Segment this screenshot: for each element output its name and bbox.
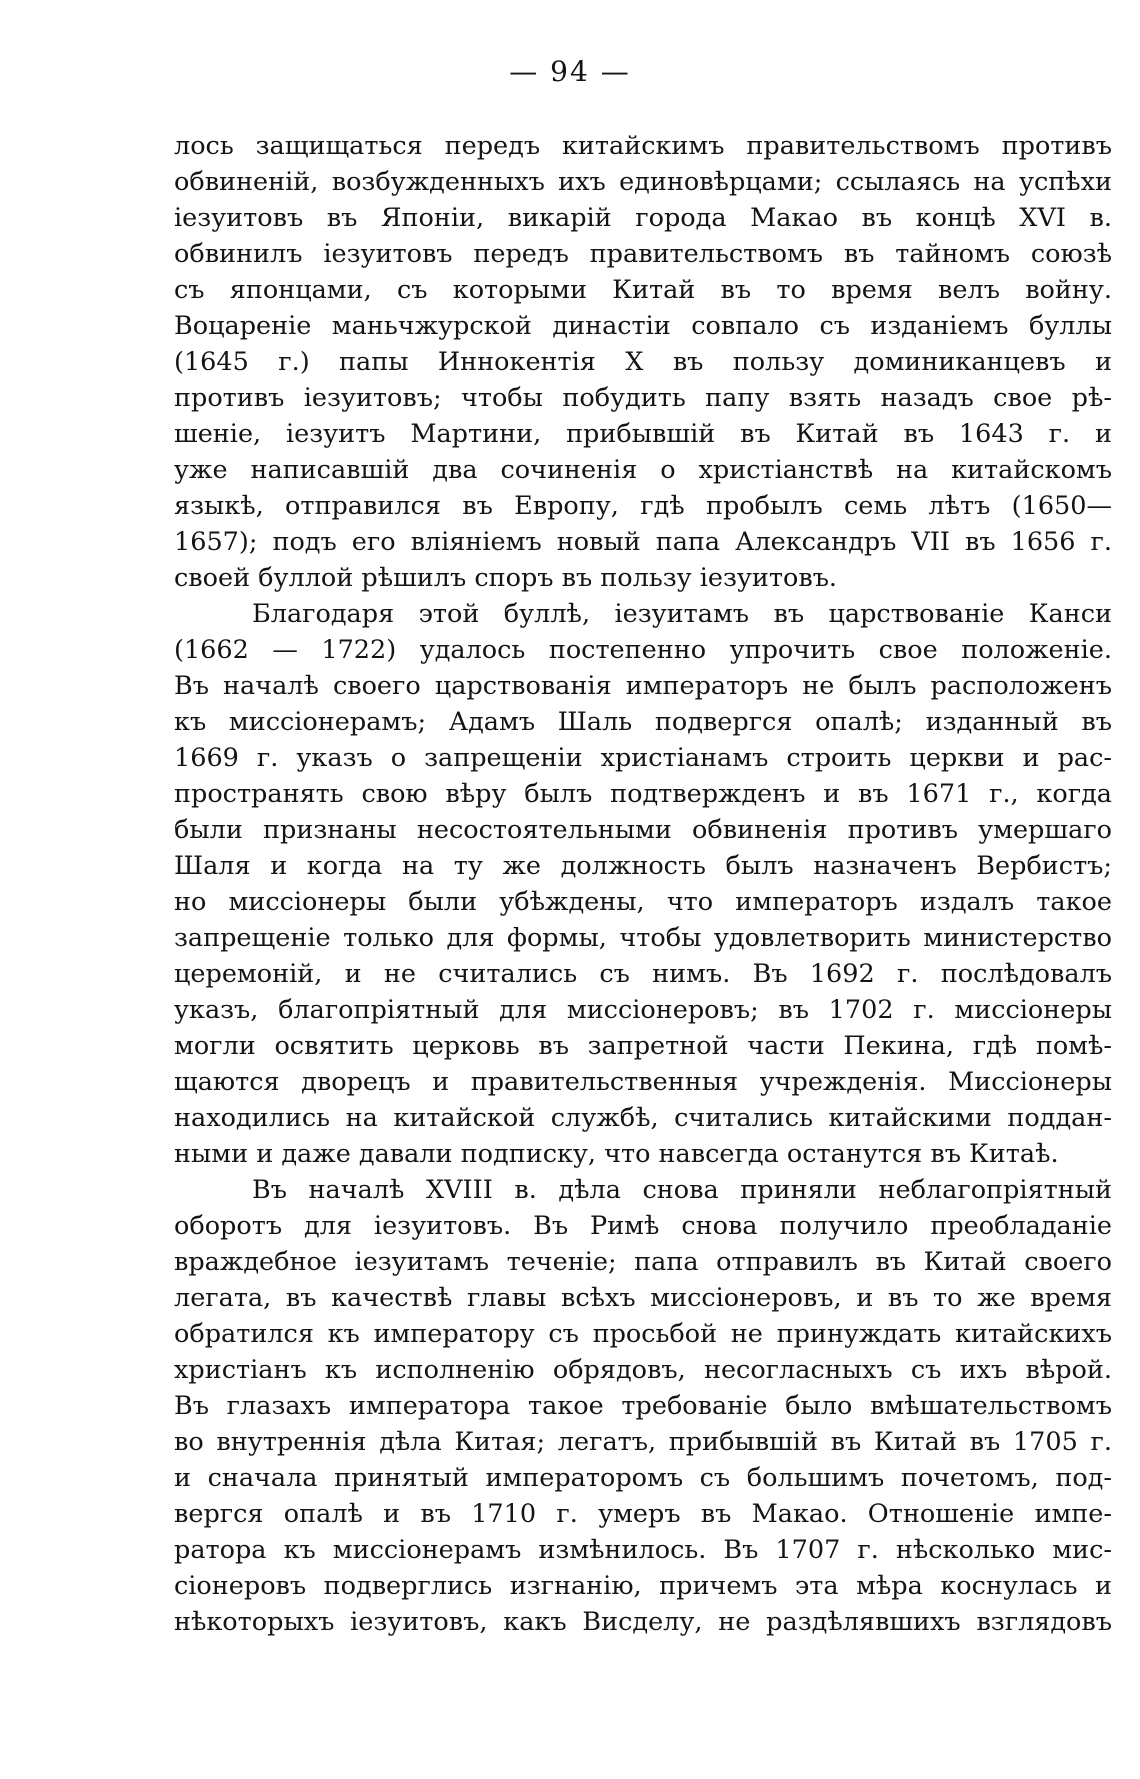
text-line: Благодаря этой буллѣ, іезуитамъ въ царствованіе Канси bbox=[252, 599, 1112, 629]
page-number: — 94 — bbox=[509, 55, 631, 88]
text-line: пространять свою вѣру былъ подтвержденъ и въ 1671 г., когда bbox=[174, 779, 1112, 809]
text-line: своей буллой рѣшилъ споръ въ пользу іезуитовъ. bbox=[174, 563, 838, 593]
text-line: къ миссіонерамъ; Адамъ Шаль подвергся опалѣ; изданный въ bbox=[174, 707, 1112, 737]
paragraph-2 bbox=[174, 596, 1112, 1172]
text-line: съ японцами, съ которыми Китай въ то время велъ войну. bbox=[174, 275, 1112, 305]
text-line: но миссіонеры были убѣждены, что императоръ издалъ такое bbox=[174, 887, 1112, 917]
body-text bbox=[174, 128, 1112, 1640]
text-line: были признаны несостоятельными обвиненія противъ умершаго bbox=[174, 815, 1112, 845]
paragraph-1 bbox=[174, 128, 1112, 596]
text-line: ратора къ миссіонерамъ измѣнилось. Въ 1707 г. нѣсколько мис- bbox=[174, 1535, 1112, 1565]
text-line: оборотъ для іезуитовъ. Въ Римѣ снова получило преобладаніе bbox=[174, 1211, 1112, 1241]
text-line: 1657); подъ его вліяніемъ новый папа Александръ VII въ 1656 г. bbox=[174, 527, 1112, 557]
text-line: Въ началѣ XVIII в. дѣла снова приняли неблагопріятный bbox=[252, 1175, 1112, 1205]
text-line: противъ іезуитовъ; чтобы побудить папу взять назадъ свое рѣ- bbox=[174, 383, 1112, 413]
text-line: находились на китайской службѣ, считались китайскими поддан- bbox=[174, 1103, 1112, 1133]
text-line: указъ, благопріятный для миссіонеровъ; въ 1702 г. миссіонеры bbox=[174, 995, 1112, 1025]
text-line: обвиненій, возбужденныхъ ихъ единовѣрцами; ссылаясь на успѣхи bbox=[174, 167, 1112, 197]
text-line: (1662 — 1722) удалось постепенно упрочить свое положеніе. bbox=[174, 635, 1112, 665]
text-line: враждебное іезуитамъ теченіе; папа отправилъ въ Китай своего bbox=[174, 1247, 1112, 1277]
text-line: 1669 г. указъ о запрещеніи христіанамъ строить церкви и рас- bbox=[174, 743, 1112, 773]
text-line: ными и даже давали подписку, что навсегда останутся въ Китаѣ. bbox=[174, 1139, 1059, 1169]
text-line: обвинилъ іезуитовъ передъ правительствомъ въ тайномъ союзѣ bbox=[174, 239, 1112, 269]
text-line: запрещеніе только для формы, чтобы удовлетворить министерство bbox=[174, 923, 1112, 953]
text-line: Въ глазахъ императора такое требованіе было вмѣшательствомъ bbox=[174, 1391, 1112, 1421]
text-line: обратился къ императору съ просьбой не принуждать китайскихъ bbox=[174, 1319, 1112, 1349]
text-line: (1645 г.) папы Иннокентія X въ пользу доминиканцевъ и bbox=[174, 347, 1112, 377]
text-line: сіонеровъ подверглись изгнанію, причемъ эта мѣра коснулась и bbox=[174, 1571, 1112, 1601]
text-line: и сначала принятый императоромъ съ большимъ почетомъ, под- bbox=[174, 1463, 1112, 1493]
text-line: вергся опалѣ и въ 1710 г. умеръ въ Макао. Отношеніе импе- bbox=[174, 1499, 1112, 1529]
text-line: щаются дворецъ и правительственныя учрежденія. Миссіонеры bbox=[174, 1067, 1112, 1097]
text-line: языкѣ, отправился въ Европу, гдѣ пробылъ семь лѣтъ (1650— bbox=[174, 491, 1112, 521]
text-line: лось защищаться передъ китайскимъ правительствомъ противъ bbox=[174, 131, 1112, 161]
text-line: нѣкоторыхъ іезуитовъ, какъ Висделу, не раздѣлявшихъ взглядовъ bbox=[174, 1607, 1112, 1637]
text-line: Воцареніе маньчжурской династіи совпало съ изданіемъ буллы bbox=[174, 311, 1112, 341]
text-line: церемоній, и не считались съ нимъ. Въ 1692 г. послѣдовалъ bbox=[174, 959, 1112, 989]
text-line: уже написавшій два сочиненія о христіанствѣ на китайскомъ bbox=[174, 455, 1112, 485]
text-line: Шаля и когда на ту же должность былъ назначенъ Вербистъ; bbox=[174, 851, 1112, 881]
text-line: во внутреннія дѣла Китая; легатъ, прибывшій въ Китай въ 1705 г. bbox=[174, 1427, 1112, 1457]
text-line: христіанъ къ исполненію обрядовъ, несогласныхъ съ ихъ вѣрой. bbox=[174, 1355, 1112, 1385]
text-line: Въ началѣ своего царствованія императоръ не былъ расположенъ bbox=[174, 671, 1112, 701]
text-line: могли освятить церковь въ запретной части Пекина, гдѣ помѣ- bbox=[174, 1031, 1112, 1061]
text-line: шеніе, іезуитъ Мартини, прибывшій въ Китай въ 1643 г. и bbox=[174, 419, 1112, 449]
text-line: легата, въ качествѣ главы всѣхъ миссіонеровъ, и въ то же время bbox=[174, 1283, 1112, 1313]
text-line: іезуитовъ въ Японіи, викарій города Макао въ концѣ XVI в. bbox=[174, 203, 1112, 233]
paragraph-3 bbox=[174, 1172, 1112, 1640]
